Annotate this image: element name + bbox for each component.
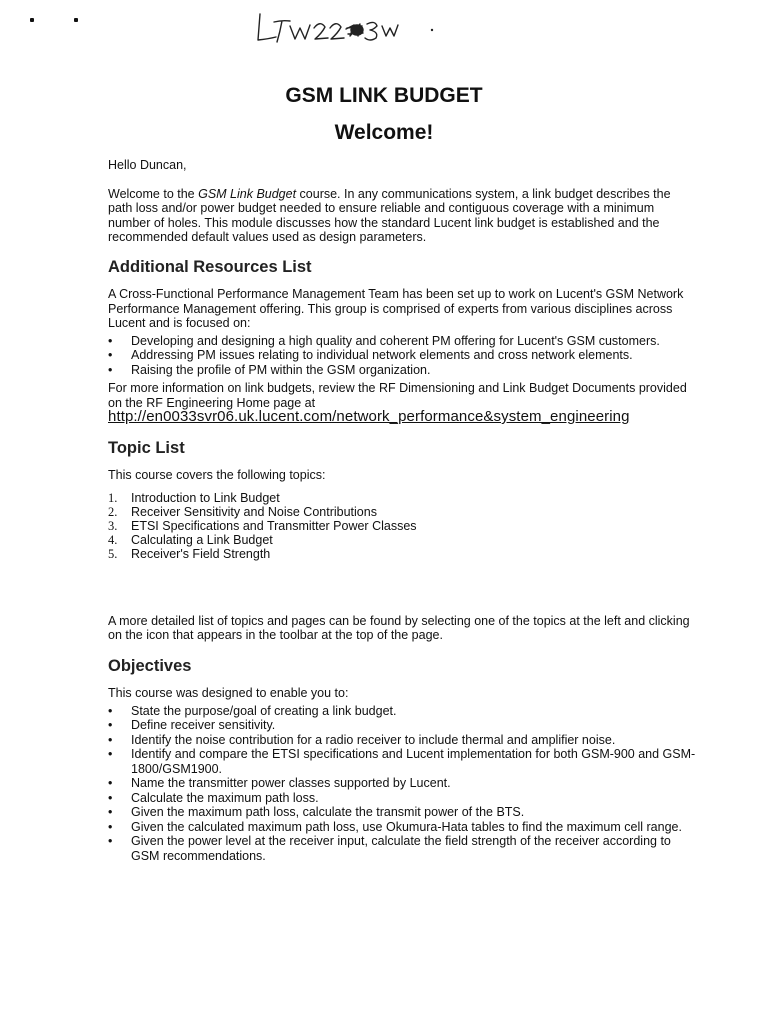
bullet-icon: • xyxy=(108,834,113,848)
bullet-icon: • xyxy=(108,747,113,761)
list-item-text: Receiver Sensitivity and Noise Contributions xyxy=(131,504,377,519)
welcome-heading: Welcome! xyxy=(334,121,434,144)
list-item-text: State the purpose/goal of creating a link budget. xyxy=(131,703,397,718)
list-item-text: Addressing PM issues relating to individual network elements and cross network elements. xyxy=(131,348,633,362)
objectives-bullet-list xyxy=(108,704,698,864)
list-item-text: Name the transmitter power classes supported by Lucent. xyxy=(131,776,451,790)
topics-intro: This course covers the following topics: xyxy=(108,468,326,482)
list-number: 1. xyxy=(108,490,118,505)
list-number: 2. xyxy=(108,504,118,519)
list-item xyxy=(108,834,698,863)
list-item-text: Receiver's Field Strength xyxy=(131,546,271,561)
bullet-icon: • xyxy=(108,790,113,805)
bullet-icon: • xyxy=(108,348,113,362)
bullet-icon: • xyxy=(108,333,113,348)
bullet-icon: • xyxy=(108,776,113,790)
list-item xyxy=(108,733,698,748)
list-item xyxy=(108,334,698,349)
list-item xyxy=(108,820,698,835)
list-item xyxy=(108,805,698,820)
page-title: GSM LINK BUDGET xyxy=(285,84,483,107)
intro-before: Welcome to the xyxy=(108,186,199,201)
list-item-text: ETSI Specifications and Transmitter Power Classes xyxy=(131,518,417,533)
list-item-text: Introduction to Link Budget xyxy=(131,490,280,505)
document-body xyxy=(108,154,698,863)
scan-dot xyxy=(74,18,78,22)
list-item-text: Given the calculated maximum path loss, use Okumura-Hata tables to find the maximum cell range. xyxy=(131,819,682,834)
list-item xyxy=(108,533,698,547)
topics-detail-paragraph: A more detailed list of topics and pages can be found by selecting one of the topics at the left and clicking on the icon that appears in the toolbar at the top of the page. xyxy=(108,613,690,642)
objectives-intro: This course was designed to enable you to: xyxy=(108,686,349,700)
list-item xyxy=(108,704,698,719)
objectives-heading: Objectives xyxy=(108,656,192,675)
list-item-text: Identify the noise contribution for a radio receiver to include thermal and amplifier noise. xyxy=(131,732,616,747)
intro-paragraph xyxy=(108,187,698,245)
list-item xyxy=(108,776,698,791)
list-number: 5. xyxy=(108,546,118,561)
list-item xyxy=(108,718,698,733)
bullet-icon: • xyxy=(108,819,113,834)
list-item-text: Developing and designing a high quality and coherent PM offering for Lucent's GSM customers. xyxy=(131,333,660,348)
bullet-icon: • xyxy=(108,732,113,747)
list-item-text: Raising the profile of PM within the GSM organization. xyxy=(131,362,431,377)
list-item-text: Given the power level at the receiver input, calculate the field strength of the receiver according to GSM recommendations. xyxy=(131,834,671,863)
list-item xyxy=(108,491,698,505)
topics-heading: Topic List xyxy=(108,438,185,457)
resources-bullet-list xyxy=(108,334,698,378)
list-number: 3. xyxy=(108,518,118,533)
list-item xyxy=(108,747,698,776)
list-number: 4. xyxy=(108,532,118,547)
topics-list xyxy=(108,491,698,561)
list-item-text: Calculating a Link Budget xyxy=(131,532,273,547)
rf-engineering-link[interactable]: http://en0033svr06.uk.lucent.com/network_performance&system_engineering xyxy=(108,408,630,425)
bullet-icon: • xyxy=(108,718,113,732)
greeting: Hello Duncan, xyxy=(108,158,187,172)
handwritten-annotation xyxy=(250,6,450,50)
bullet-icon: • xyxy=(108,805,113,819)
list-item xyxy=(108,519,698,533)
list-item-text: Given the maximum path loss, calculate the transmit power of the BTS. xyxy=(131,805,525,819)
resources-paragraph: A Cross-Functional Performance Management Team has been set up to work on Lucent's GSM Network Performance Management offering. This group is comprised of experts from various disciplines across Lucent and is focused on: xyxy=(108,287,684,330)
list-item xyxy=(108,348,698,363)
list-item xyxy=(108,547,698,561)
resources-heading: Additional Resources List xyxy=(108,257,312,276)
course-name: GSM Link Budget xyxy=(198,186,297,201)
bullet-icon: • xyxy=(108,703,113,718)
list-item xyxy=(108,791,698,806)
list-item-text: Calculate the maximum path loss. xyxy=(131,790,319,805)
list-item-text: Define receiver sensitivity. xyxy=(131,718,276,732)
intro-after: course. In any communications system, a link budget describes the path loss and/or power budget needed to ensure reliable and contiguous coverage with a minimum number of holes. This module discusses how the standard Lucent link budget is established and the recommended default values used as design parameters. xyxy=(108,186,671,244)
more-info-paragraph: For more information on link budgets, review the RF Dimensioning and Link Budget Documents provided on the RF Engineering Home page at xyxy=(108,381,687,410)
bullet-icon: • xyxy=(108,362,113,377)
list-item xyxy=(108,363,698,378)
scan-dot xyxy=(30,18,34,22)
list-item xyxy=(108,505,698,519)
list-item-text: Identify and compare the ETSI specifications and Lucent implementation for both GSM-900 and GSM-1800/GSM1900. xyxy=(131,747,696,776)
